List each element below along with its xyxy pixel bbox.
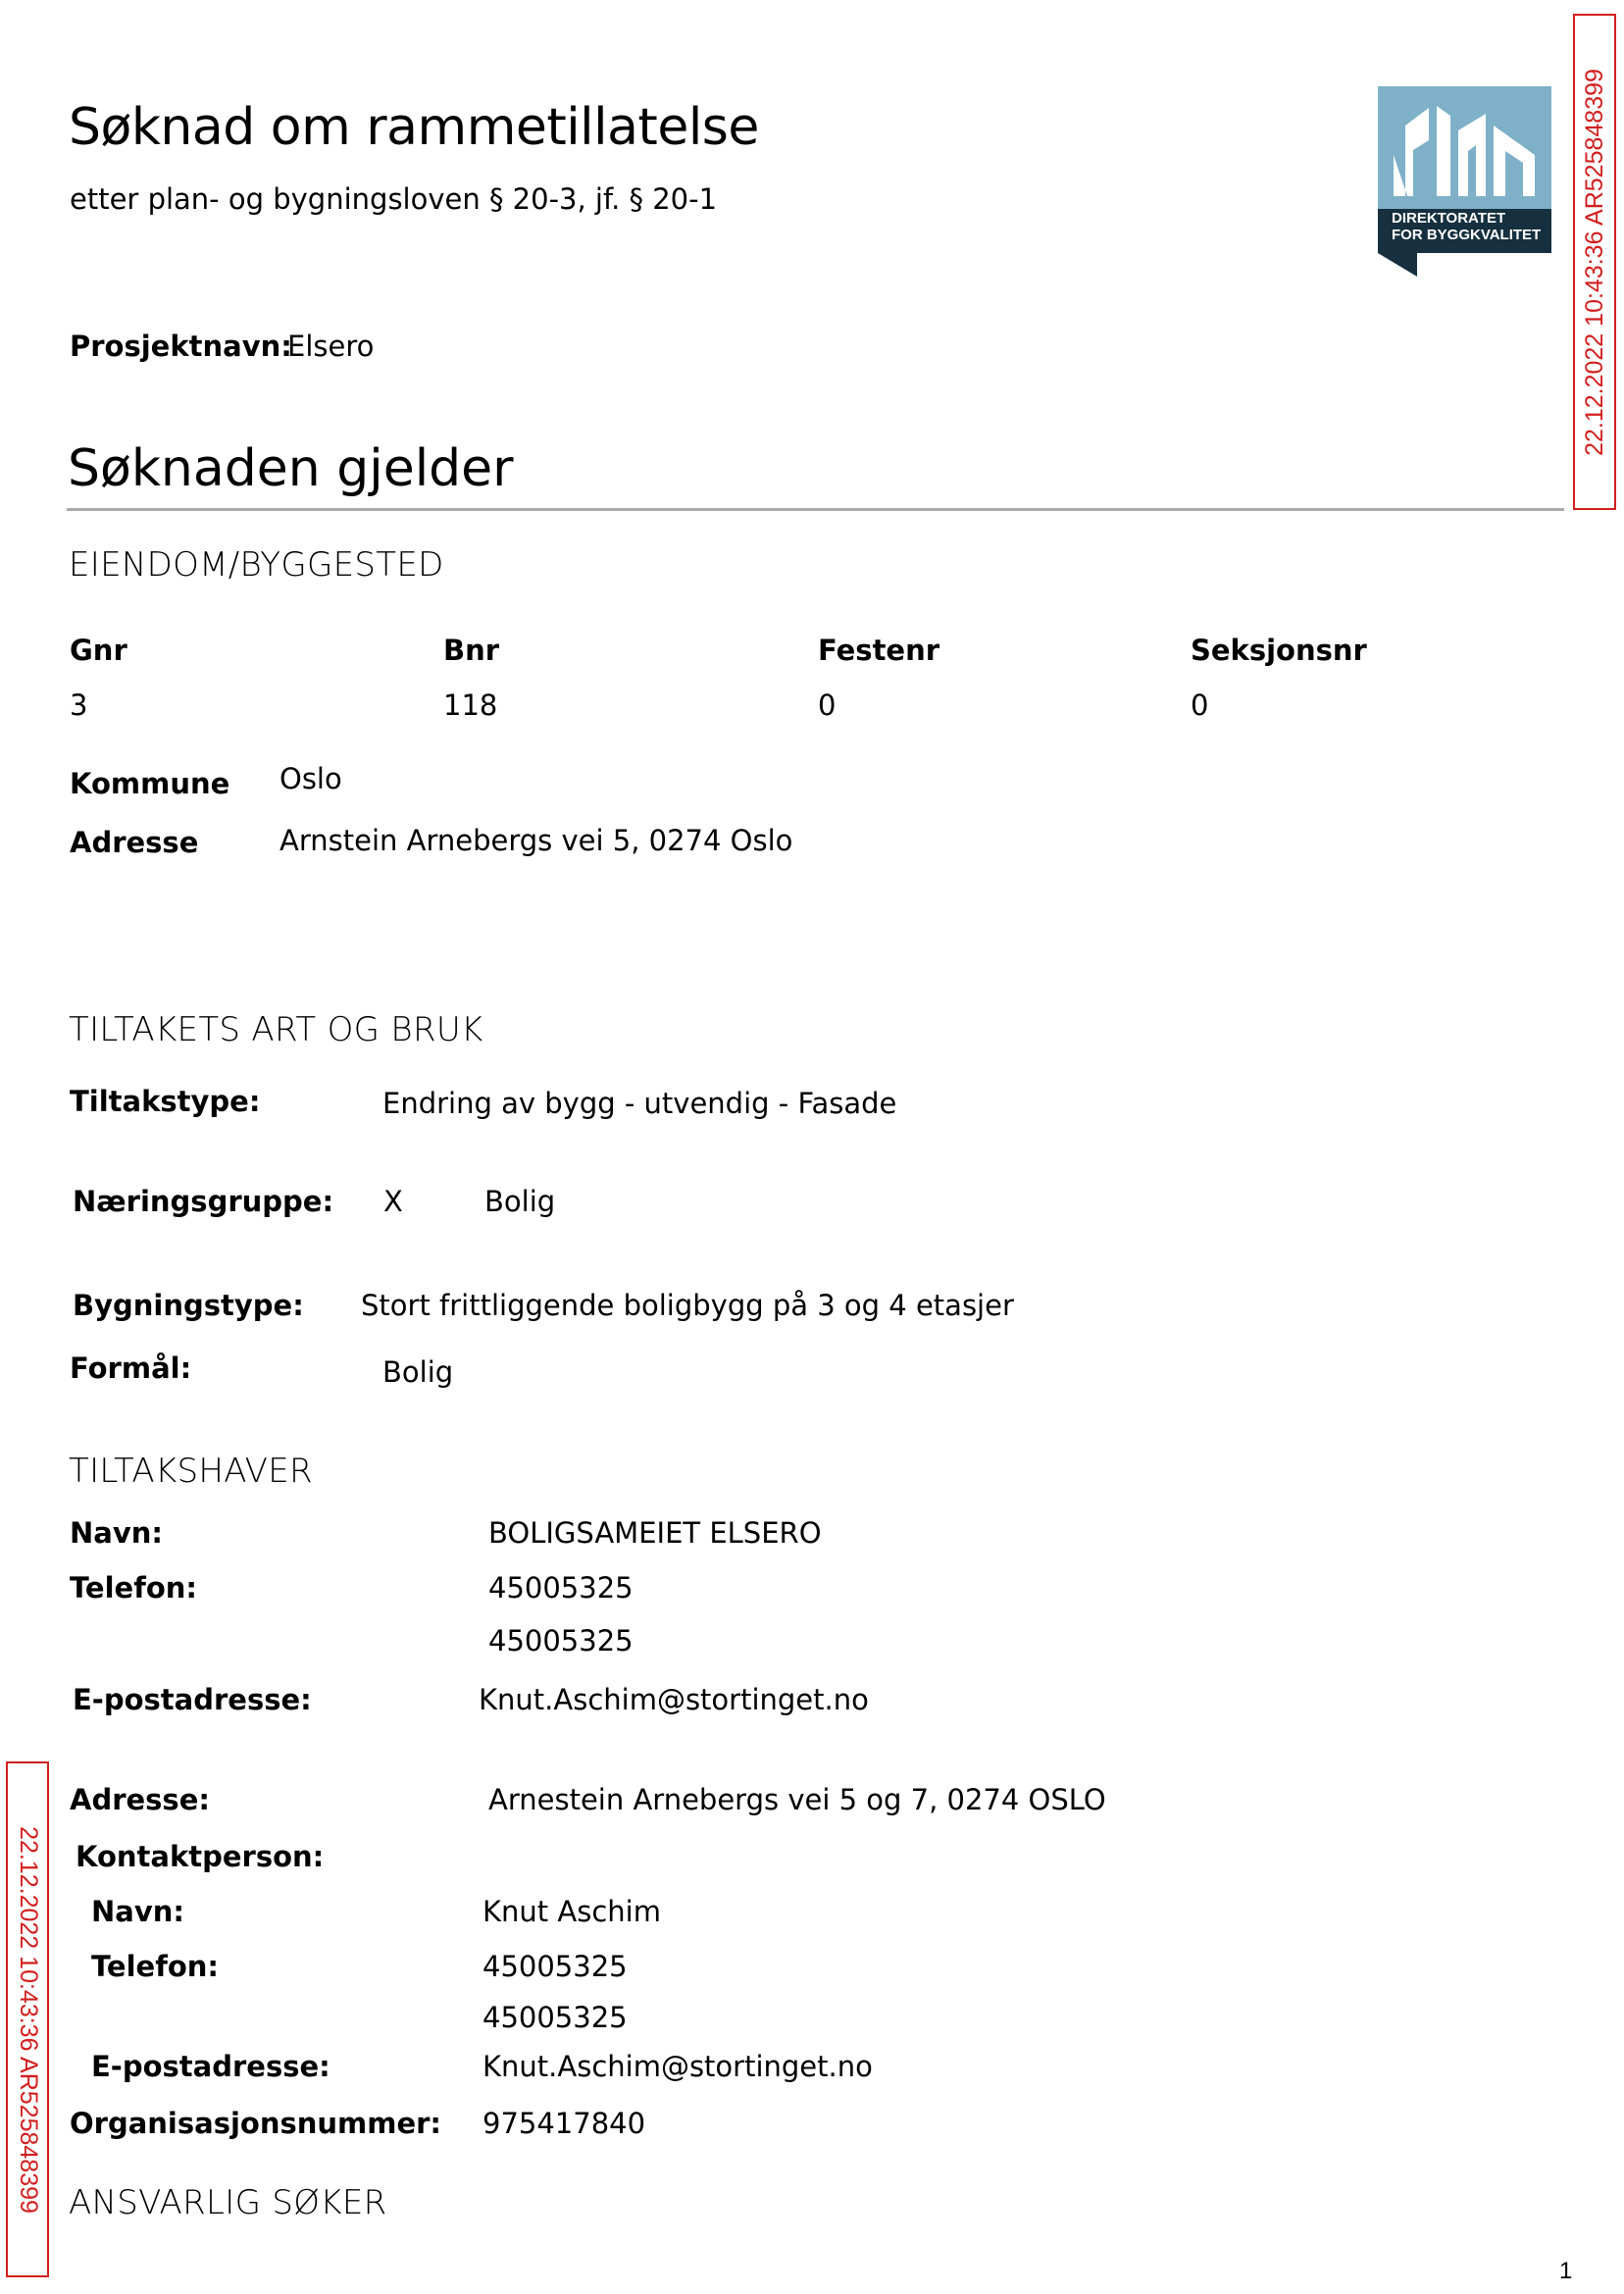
tiltakshaver-epost-value: Knut.Aschim@stortinget.no: [479, 1683, 869, 1716]
adresse-value: Arnstein Arnebergs vei 5, 0274 Oslo: [279, 824, 793, 857]
eiendom-heading: EIENDOM/BYGGESTED: [69, 545, 444, 585]
festenr-label: Festenr: [818, 634, 940, 667]
seksjonsnr-value: 0: [1191, 688, 1209, 722]
kontakt-telefon-label: Telefon:: [91, 1950, 219, 1983]
kontakt-telefon-value-2: 45005325: [482, 2001, 628, 2034]
kommune-label: Kommune: [70, 767, 230, 800]
naeringsgruppe-label: Næringsgruppe:: [73, 1185, 334, 1218]
kontakt-epost-label: E-postadresse:: [91, 2050, 330, 2083]
orgnr-label: Organisasjonsnummer:: [70, 2107, 442, 2140]
tiltak-heading: TILTAKETS ART OG BRUK: [69, 1010, 483, 1049]
tiltakshaver-navn-label: Navn:: [70, 1516, 163, 1550]
kontakt-telefon-value-1: 45005325: [482, 1950, 628, 1983]
archive-stamp-top: [1573, 14, 1616, 510]
project-name-value: Elsero: [287, 330, 375, 363]
tiltakshaver-adresse-value: Arnestein Arnebergs vei 5 og 7, 0274 OSLO: [488, 1783, 1106, 1816]
kontaktperson-label: Kontaktperson:: [76, 1840, 325, 1873]
logo-text-line2: FOR BYGGKVALITET: [1392, 227, 1542, 243]
bygningstype-value: Stort frittliggende boligbygg på 3 og 4 etasjer: [361, 1289, 1014, 1322]
seksjonsnr-label: Seksjonsnr: [1191, 634, 1367, 667]
section-divider: [67, 508, 1564, 511]
tiltakshaver-adresse-label: Adresse:: [70, 1783, 210, 1816]
gnr-value: 3: [70, 688, 88, 722]
dibk-logo: [1378, 86, 1551, 280]
page-number: 1: [1559, 2258, 1573, 2284]
dibk-logo-icon: [1378, 86, 1551, 277]
bnr-value: 118: [443, 688, 498, 722]
formal-label: Formål:: [70, 1351, 192, 1385]
tiltakshaver-heading: TILTAKSHAVER: [69, 1452, 313, 1491]
archive-stamp-top-text: 22.12.2022 10:43:36 AR525848399: [1580, 68, 1608, 456]
project-name-label: Prosjektnavn:: [70, 330, 292, 363]
ansvarlig-soker-heading: ANSVARLIG SØKER: [69, 2183, 387, 2222]
tiltakshaver-telefon-value-1: 45005325: [488, 1571, 634, 1605]
orgnr-value: 975417840: [482, 2107, 646, 2140]
naeringsgruppe-code: X: [383, 1185, 403, 1218]
adresse-label: Adresse: [70, 826, 199, 859]
document-title: Søknad om rammetillatelse: [69, 98, 759, 157]
kontakt-navn-value: Knut Aschim: [482, 1895, 661, 1928]
document-subtitle: etter plan- og bygningsloven § 20-3, jf. § 20-1: [70, 182, 718, 216]
formal-value: Bolig: [382, 1355, 454, 1389]
naeringsgruppe-value: Bolig: [484, 1185, 556, 1218]
tiltakshaver-navn-value: BOLIGSAMEIET ELSERO: [488, 1516, 822, 1550]
tiltakstype-value: Endring av bygg - utvendig - Fasade: [382, 1087, 897, 1120]
tiltakstype-label: Tiltakstype:: [70, 1085, 261, 1118]
tiltakshaver-epost-label: E-postadresse:: [73, 1683, 312, 1716]
kontakt-navn-label: Navn:: [91, 1895, 184, 1928]
archive-stamp-bottom-text: 22.12.2022 10:43:36 AR525848399: [14, 1825, 42, 2214]
gnr-label: Gnr: [70, 634, 127, 667]
bnr-label: Bnr: [443, 634, 500, 667]
archive-stamp-bottom: [6, 1761, 49, 2277]
festenr-value: 0: [818, 688, 837, 722]
logo-text-line1: DIREKTORATET: [1392, 210, 1506, 227]
kontakt-epost-value: Knut.Aschim@stortinget.no: [482, 2050, 873, 2083]
tiltakshaver-telefon-value-2: 45005325: [488, 1624, 634, 1657]
section-heading: Søknaden gjelder: [68, 439, 514, 498]
tiltakshaver-telefon-label: Telefon:: [70, 1571, 197, 1605]
kommune-value: Oslo: [279, 762, 342, 795]
bygningstype-label: Bygningstype:: [73, 1289, 304, 1322]
